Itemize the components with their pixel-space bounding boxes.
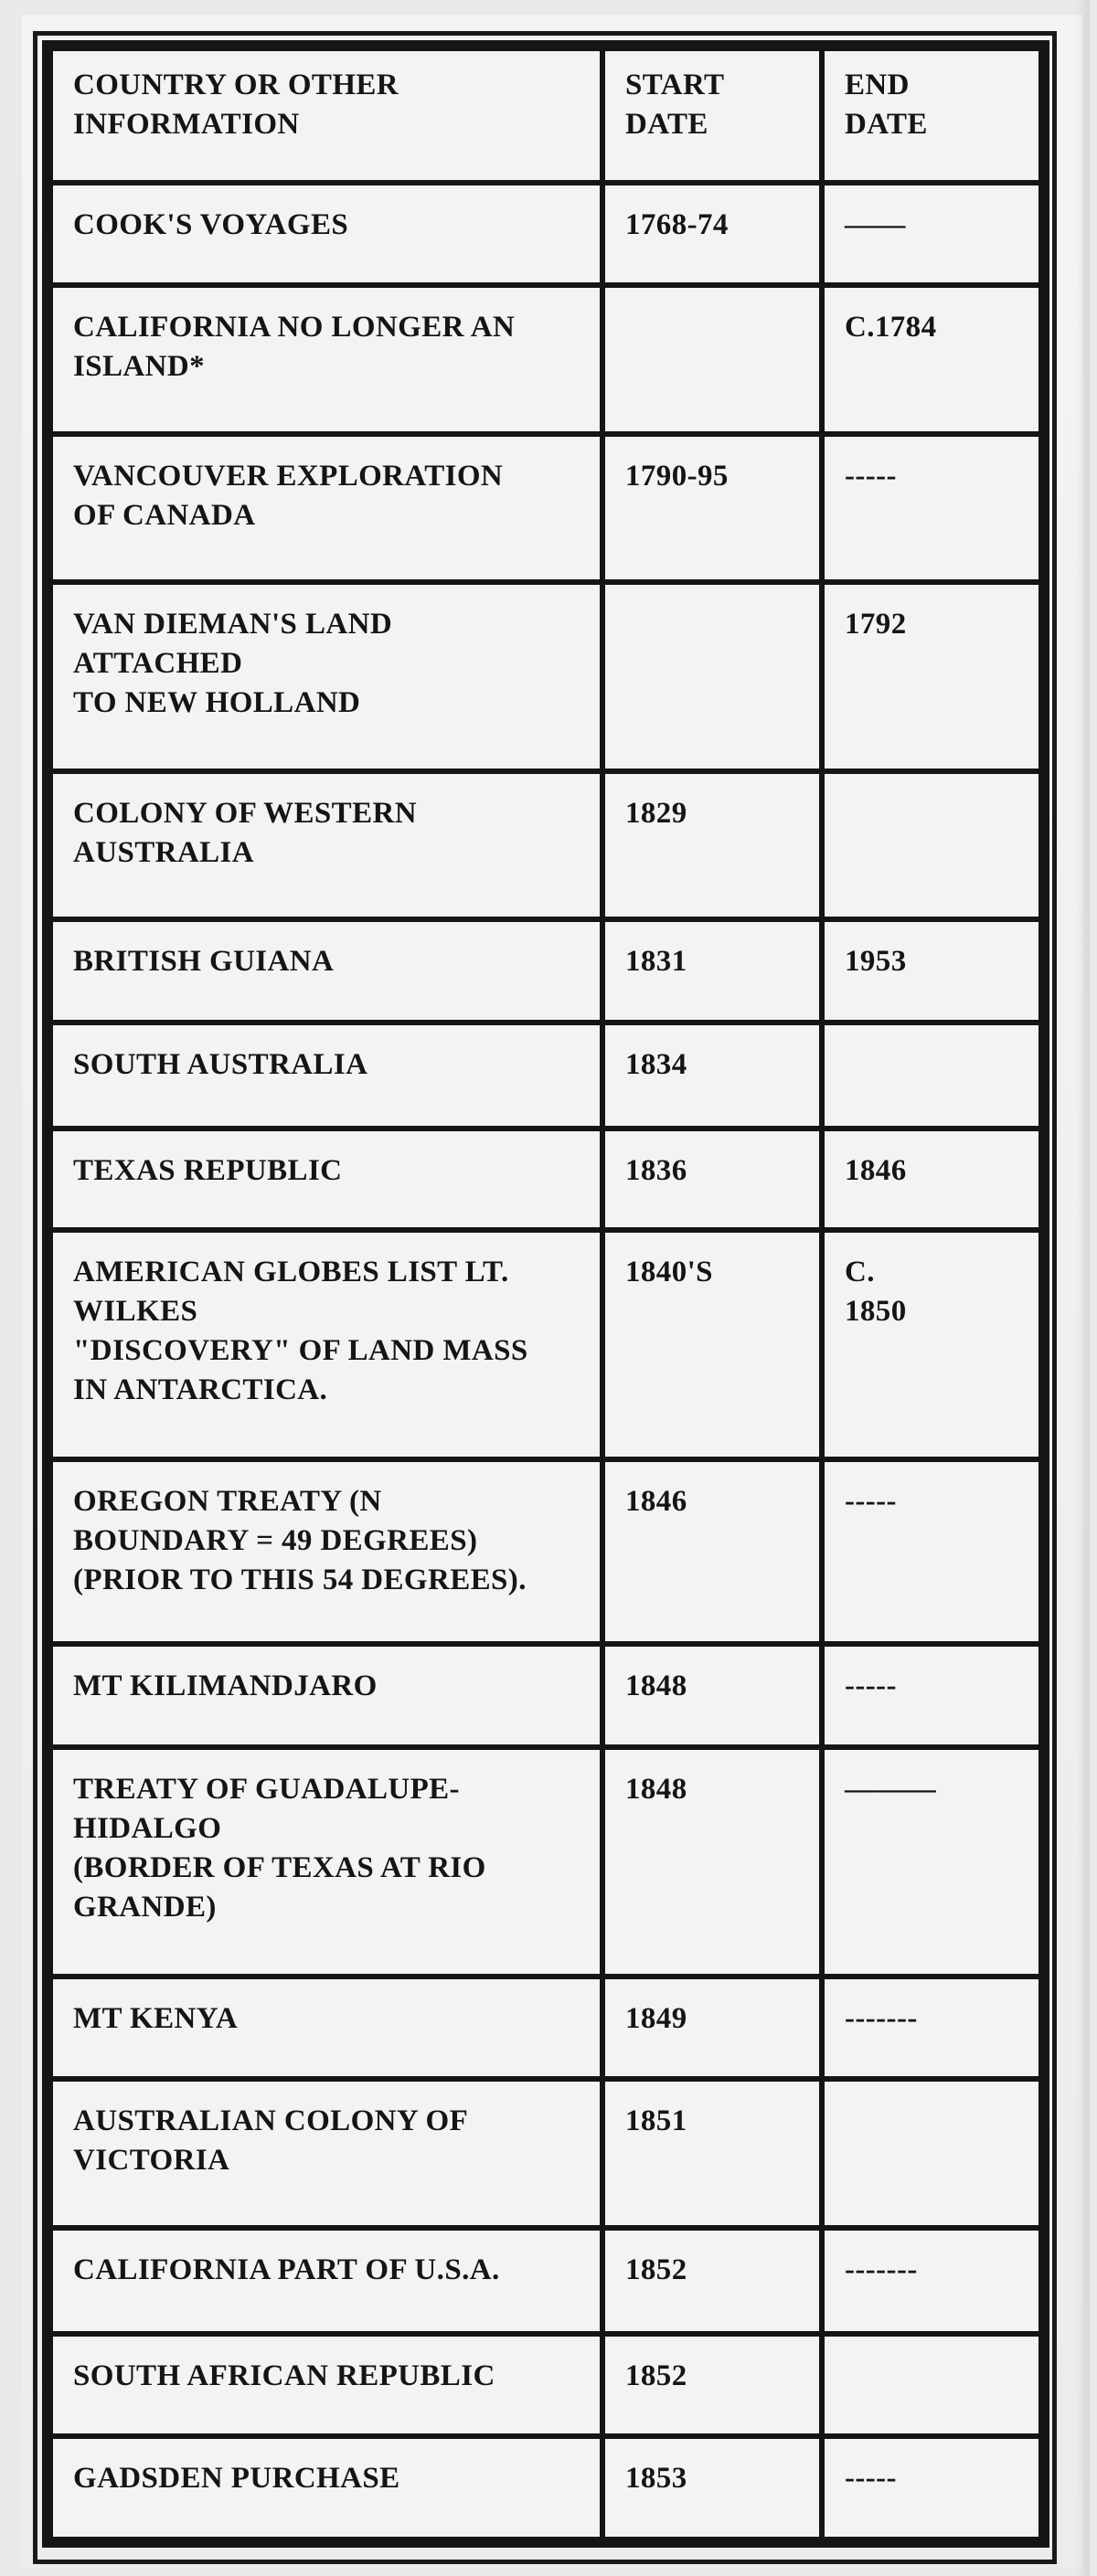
- table-row: [50, 285, 1041, 434]
- cell-country: COOK'S VOYAGES: [50, 183, 602, 285]
- table-row: [50, 183, 1041, 285]
- cell-end-date: [822, 2079, 1041, 2228]
- cell-country: MT KILIMANDJARO: [50, 1644, 602, 1746]
- cell-country: MT KENYA: [50, 1977, 602, 2079]
- cell-end-date: -----: [822, 1644, 1041, 1746]
- cell-end-date: -------: [822, 2228, 1041, 2334]
- cell-country: TREATY OF GUADALUPE- HIDALGO (BORDER OF TEXAS AT RIO GRANDE): [50, 1747, 602, 1977]
- cell-end-date: 1953: [822, 919, 1041, 1022]
- cell-start-date: 1848: [602, 1747, 822, 1977]
- cell-country: BRITISH GUIANA: [50, 919, 602, 1022]
- cell-country: SOUTH AUSTRALIA: [50, 1023, 602, 1129]
- cell-start-date: 1852: [602, 2334, 822, 2436]
- cell-start-date: 1846: [602, 1459, 822, 1645]
- table-row: [50, 1977, 1041, 2079]
- table-row: [50, 771, 1041, 920]
- history-table: [48, 46, 1044, 2542]
- history-table-container: [42, 40, 1049, 2548]
- cell-country: VAN DIEMAN'S LAND ATTACHED TO NEW HOLLAND: [50, 582, 602, 771]
- header-country: COUNTRY OR OTHER INFORMATION: [50, 48, 602, 183]
- table-row: [50, 434, 1041, 583]
- cell-end-date: [822, 1023, 1041, 1129]
- cell-start-date: 1849: [602, 1977, 822, 2079]
- cell-start-date: 1790-95: [602, 434, 822, 583]
- cell-end-date: C.1784: [822, 285, 1041, 434]
- cell-start-date: 1836: [602, 1129, 822, 1229]
- cell-country: CALIFORNIA PART OF U.S.A.: [50, 2228, 602, 2334]
- table-body: [50, 48, 1041, 2539]
- cell-start-date: 1840'S: [602, 1230, 822, 1459]
- cell-country: GADSDEN PURCHASE: [50, 2436, 602, 2539]
- cell-end-date: -------: [822, 1977, 1041, 2079]
- header-row: [50, 48, 1041, 183]
- cell-end-date: -----: [822, 1459, 1041, 1645]
- table-row: [50, 2436, 1041, 2539]
- table-row: [50, 2228, 1041, 2334]
- cell-end-date: ——: [822, 183, 1041, 285]
- cell-country: COLONY OF WESTERN AUSTRALIA: [50, 771, 602, 920]
- table-row: [50, 1459, 1041, 1645]
- table-row: [50, 919, 1041, 1022]
- cell-country: CALIFORNIA NO LONGER AN ISLAND*: [50, 285, 602, 434]
- table-row: [50, 1230, 1041, 1459]
- cell-country: TEXAS REPUBLIC: [50, 1129, 602, 1229]
- cell-country: AUSTRALIAN COLONY OF VICTORIA: [50, 2079, 602, 2228]
- table-row: [50, 1023, 1041, 1129]
- table-row: [50, 1644, 1041, 1746]
- cell-end-date: -----: [822, 2436, 1041, 2539]
- cell-start-date: 1848: [602, 1644, 822, 1746]
- table-row: [50, 1129, 1041, 1229]
- cell-end-date: [822, 771, 1041, 920]
- cell-start-date: 1831: [602, 919, 822, 1022]
- cell-start-date: 1768-74: [602, 183, 822, 285]
- cell-start-date: 1853: [602, 2436, 822, 2539]
- cell-end-date: [822, 2334, 1041, 2436]
- header-end-date: END DATE: [822, 48, 1041, 183]
- table-row: [50, 582, 1041, 771]
- cell-start-date: 1829: [602, 771, 822, 920]
- cell-end-date: C. 1850: [822, 1230, 1041, 1459]
- cell-country: OREGON TREATY (N BOUNDARY = 49 DEGREES) (PRIOR TO THIS 54 DEGREES).: [50, 1459, 602, 1645]
- cell-start-date: [602, 285, 822, 434]
- table-row: [50, 2334, 1041, 2436]
- cell-end-date: -----: [822, 434, 1041, 583]
- cell-end-date: 1846: [822, 1129, 1041, 1229]
- cell-start-date: 1852: [602, 2228, 822, 2334]
- cell-country: SOUTH AFRICAN REPUBLIC: [50, 2334, 602, 2436]
- cell-start-date: [602, 582, 822, 771]
- table-row: [50, 2079, 1041, 2228]
- page-edge-shadow: [1075, 0, 1090, 2576]
- cell-start-date: 1834: [602, 1023, 822, 1129]
- cell-country: AMERICAN GLOBES LIST LT. WILKES "DISCOVERY" OF LAND MASS IN ANTARCTICA.: [50, 1230, 602, 1459]
- header-start-date: START DATE: [602, 48, 822, 183]
- cell-end-date: 1792: [822, 582, 1041, 771]
- cell-start-date: 1851: [602, 2079, 822, 2228]
- table-row: [50, 1747, 1041, 1977]
- cell-country: VANCOUVER EXPLORATION OF CANADA: [50, 434, 602, 583]
- cell-end-date: ———: [822, 1747, 1041, 1977]
